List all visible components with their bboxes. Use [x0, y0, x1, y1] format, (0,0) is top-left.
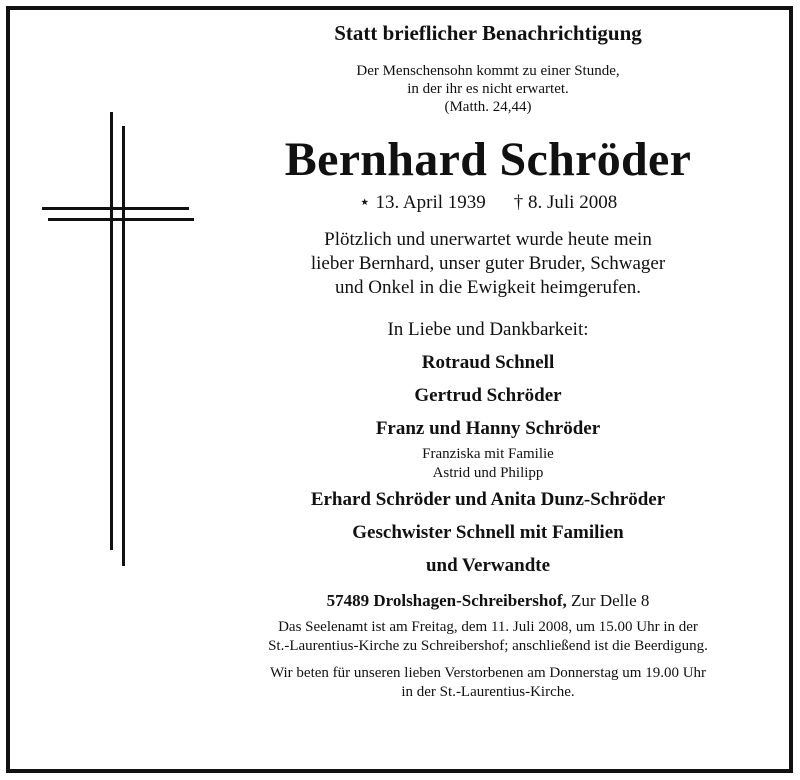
death-date: † 8. Juli 2008 — [513, 192, 618, 213]
prayer-line: Wir beten für unseren lieben Verstorbenen am Donnerstag um 19.00 Uhr — [269, 665, 707, 681]
message-line: und Onkel in die Ewigkeit heimgerufen. — [334, 277, 642, 298]
life-dates — [218, 192, 758, 214]
address-street: Zur Delle 8 — [566, 591, 650, 610]
address — [218, 590, 758, 612]
verse-line: in der ihr es nicht erwartet. — [407, 81, 569, 97]
service-line: St.-Laurentius-Kirche zu Schreibershof; anschließend ist die Beerdigung. — [268, 638, 708, 654]
verse-reference: (Matth. 24,44) — [444, 99, 532, 115]
message-line: lieber Bernhard, unser guter Bruder, Schwager — [310, 253, 666, 274]
mourner-name: Erhard Schröder und Anita Dunz-Schröder — [310, 489, 666, 510]
birth-date: ⋆ 13. April 1939 — [358, 192, 486, 213]
death-message — [218, 228, 758, 300]
prayer-line: in der St.-Laurentius-Kirche. — [401, 684, 575, 700]
prayer-info — [218, 664, 758, 702]
verse-line: Der Menschensohn kommt zu einer Stunde, — [356, 63, 620, 79]
mourner-name: Rotraud Schnell — [421, 352, 555, 373]
gratitude-intro: In Liebe und Dankbarkeit: — [387, 319, 589, 340]
mourner-name: und Verwandte — [425, 555, 551, 576]
bible-verse — [218, 62, 758, 116]
service-line: Das Seelenamt ist am Freitag, dem 11. Juli 2008, um 15.00 Uhr in der — [278, 619, 698, 635]
mourner-name: Geschwister Schnell mit Familien — [352, 522, 624, 543]
deceased-name: Bernhard Schröder — [284, 133, 692, 186]
mourner-family: Franziska mit Familie — [422, 446, 554, 462]
service-info — [218, 618, 758, 656]
notice-heading: Statt brieflicher Benachrichtigung — [334, 21, 642, 45]
notice-content — [218, 14, 758, 702]
cross-icon — [38, 112, 198, 572]
address-city: 57489 Drolshagen-Schreibershof, — [326, 591, 567, 610]
mourner-name: Franz und Hanny Schröder — [375, 418, 601, 439]
mourner-family: Astrid und Philipp — [432, 465, 544, 481]
message-line: Plötzlich und unerwartet wurde heute mein — [324, 229, 652, 250]
mourner-name: Gertrud Schröder — [414, 385, 562, 406]
